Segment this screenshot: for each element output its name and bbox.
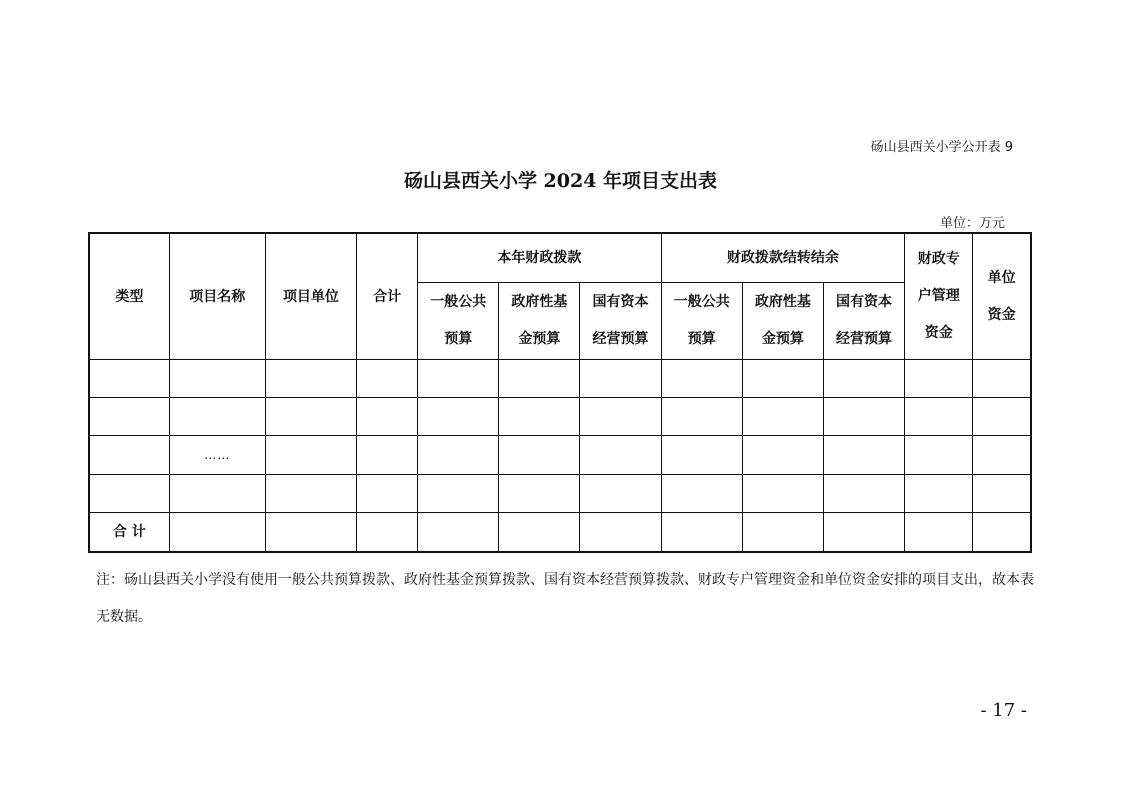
header-special-fund: 财政专户管理资金 bbox=[905, 233, 973, 360]
table-row bbox=[89, 360, 1031, 398]
header-carry-state-capital: 国有资本经营预算 bbox=[823, 283, 904, 360]
header-carry-gov-fund: 政府性基金预算 bbox=[742, 283, 823, 360]
total-row bbox=[89, 513, 1031, 553]
header-current-state-capital: 国有资本经营预算 bbox=[580, 283, 661, 360]
table-row bbox=[89, 436, 1031, 475]
form-number: 砀山县西关小学公开表 9 bbox=[870, 140, 1013, 155]
page-title: 砀山县西关小学 2024 年项目支出表 bbox=[403, 170, 718, 192]
table-note: 注：砀山县西关小学没有使用一般公共预算拨款、政府性基金预算拨款、国有资本经营预算拨款、财政专户管理资金和单位资金安排的项目支出，故本表无数据。 bbox=[96, 572, 1034, 625]
header-current-gov-fund: 政府性基金预算 bbox=[499, 283, 580, 360]
header-group-current: 本年财政拨款 bbox=[418, 233, 661, 283]
total-row-label: 合 计 bbox=[89, 513, 169, 553]
unit-label: 单位：万元 bbox=[939, 216, 1005, 231]
header-total: 合计 bbox=[357, 233, 418, 360]
page-number: - 17 - bbox=[980, 700, 1027, 721]
table-row bbox=[89, 475, 1031, 513]
header-project-unit: 项目单位 bbox=[265, 233, 356, 360]
header-project-name: 项目名称 bbox=[169, 233, 265, 360]
header-current-general: 一般公共预算 bbox=[418, 283, 499, 360]
header-carry-general: 一般公共预算 bbox=[661, 283, 742, 360]
ellipsis-placeholder: …… bbox=[204, 448, 231, 462]
header-group-carryover: 财政拨款结转结余 bbox=[661, 233, 905, 283]
project-expenditure-table bbox=[88, 232, 1032, 553]
header-type: 类型 bbox=[89, 233, 169, 360]
header-unit-fund: 单位资金 bbox=[973, 233, 1031, 360]
table-row bbox=[89, 398, 1031, 436]
